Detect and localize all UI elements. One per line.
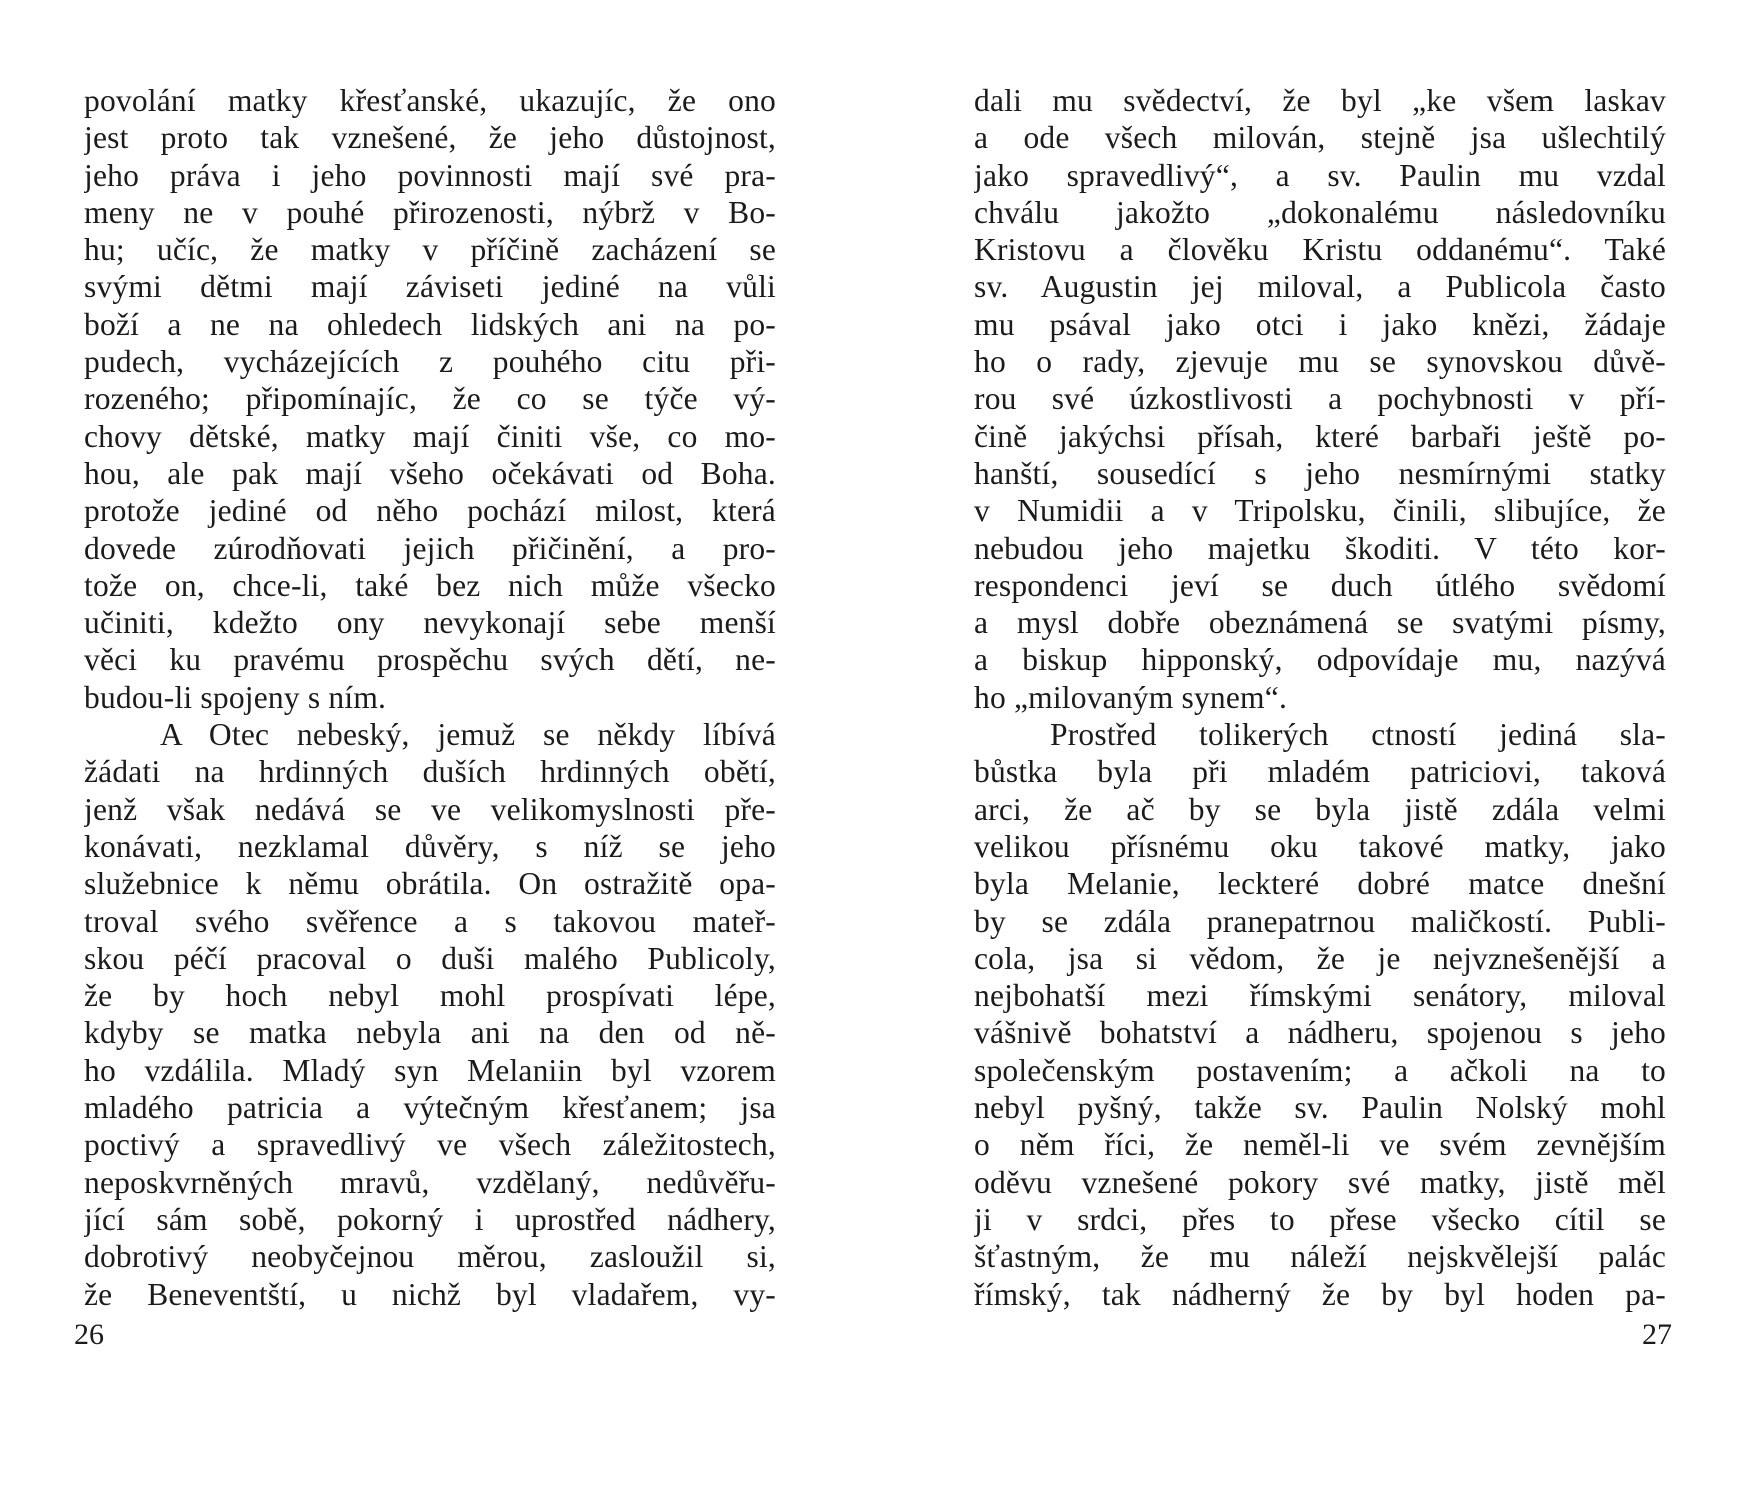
page-number-left: 26 bbox=[74, 1318, 104, 1351]
text-line: dovede zúrodňovati jejich přičinění, a pro- bbox=[84, 530, 776, 566]
text-line: rozeného; připomínajíc, že co se týče vý- bbox=[84, 381, 776, 417]
text-line: jest proto tak vznešené, že jeho důstojnost, bbox=[84, 120, 776, 156]
text-line: ho vzdálila. Mladý syn Melaniin byl vzorem bbox=[84, 1052, 776, 1088]
text-line: učiniti, kdežto ony nevykonají sebe menší bbox=[84, 605, 776, 641]
text-line: nebudou jeho majetku škoditi. V této kor- bbox=[974, 530, 1666, 566]
text-line: že by hoch nebyl mohl prospívati lépe, bbox=[84, 978, 776, 1014]
text-line: Kristovu a člověku Kristu oddanému“. Také bbox=[974, 232, 1666, 268]
text-line: by se zdála pranepatrnou maličkostí. Publi- bbox=[974, 903, 1666, 939]
text-line: boží a ne na ohledech lidských ani na po- bbox=[84, 306, 776, 342]
text-line: jako spravedlivý“, a sv. Paulin mu vzdal bbox=[974, 157, 1666, 193]
right-page bbox=[974, 82, 1666, 1313]
text-line: nejbohatší mezi římskými senátory, miloval bbox=[974, 978, 1666, 1014]
text-line: čině jakýchsi přísah, které barbaři ještě po- bbox=[974, 418, 1666, 454]
text-line: o něm říci, že neměl-li ve svém zevnějším bbox=[974, 1127, 1666, 1163]
text-line: meny ne v pouhé přirozenosti, nýbrž v Bo- bbox=[84, 194, 776, 230]
paragraph-first-line: Prostřed tolikerých ctností jediná sla- bbox=[1050, 717, 1666, 753]
text-line: v Numidii a v Tripolsku, činili, slibujíce, že bbox=[974, 493, 1666, 529]
text-line: mladého patricia a výtečným křesťanem; jsa bbox=[84, 1090, 776, 1126]
text-line: budou-li spojeny s ním. bbox=[84, 679, 387, 715]
text-line: cola, jsa si vědom, že je nejvznešenější a bbox=[974, 940, 1666, 976]
text-line: arci, že ač by se byla jistě zdála velmi bbox=[974, 791, 1666, 827]
text-line: troval svého svěřence a s takovou mateř- bbox=[84, 903, 776, 939]
text-line: jenž však nedává se ve velikomyslnosti pře- bbox=[84, 791, 776, 827]
text-line: poctivý a spravedlivý ve všech záležitostech, bbox=[84, 1127, 776, 1163]
text-line: byla Melanie, leckteré dobré matce dnešní bbox=[974, 866, 1666, 902]
text-line: chovy dětské, matky mají činiti vše, co mo- bbox=[84, 418, 776, 454]
text-line: a biskup hipponský, odpovídaje mu, nazývá bbox=[974, 642, 1666, 678]
text-line: konávati, nezklamal důvěry, s níž se jeho bbox=[84, 828, 776, 864]
paragraph-first-line: A Otec nebeský, jemuž se někdy líbívá bbox=[160, 717, 776, 753]
text-line: dobrotivý neobyčejnou měrou, zasloužil si, bbox=[84, 1239, 776, 1275]
left-page bbox=[84, 82, 776, 1313]
text-line: respondenci jeví se duch útlého svědomí bbox=[974, 567, 1666, 603]
text-line: kdyby se matka nebyla ani na den od ně- bbox=[84, 1015, 776, 1051]
page-number-right: 27 bbox=[1642, 1318, 1672, 1351]
text-line: tože on, chce-li, také bez nich může všecko bbox=[84, 567, 776, 603]
text-line: neposkvrněných mravů, vzdělaný, nedůvěřu- bbox=[84, 1164, 776, 1200]
text-line: dali mu svědectví, že byl „ke všem laskav bbox=[974, 83, 1666, 118]
text-line: svými dětmi mají záviseti jediné na vůli bbox=[84, 269, 776, 305]
text-line: rou své úzkostlivosti a pochybnosti v pří- bbox=[974, 381, 1666, 417]
text-line: pudech, vycházejících z pouhého citu při- bbox=[84, 344, 776, 380]
text-line: sv. Augustin jej miloval, a Publicola často bbox=[974, 269, 1666, 305]
text-line: jící sám sobě, pokorný i uprostřed nádhery, bbox=[84, 1201, 776, 1237]
text-line: ho „milovaným synem“. bbox=[974, 679, 1288, 715]
text-line: oděvu vznešené pokory své matky, jistě měl bbox=[974, 1164, 1666, 1200]
text-line: povolání matky křesťanské, ukazujíc, že ono bbox=[84, 83, 776, 118]
text-line: společenským postavením; a ačkoli na to bbox=[974, 1052, 1666, 1088]
text-line: skou péčí pracoval o duši malého Publicoly, bbox=[84, 940, 776, 976]
text-line: jeho práva i jeho povinnosti mají své pra- bbox=[84, 157, 776, 193]
text-line: a mysl dobře obeznámená se svatými písmy, bbox=[974, 605, 1666, 641]
text-line: žádati na hrdinných duších hrdinných obětí, bbox=[84, 754, 776, 790]
text-line: velikou přísnému oku takové matky, jako bbox=[974, 828, 1666, 864]
text-line: protože jediné od něho pochází milost, která bbox=[84, 493, 776, 529]
text-line: římský, tak nádherný že by byl hoden pa- bbox=[974, 1276, 1666, 1312]
text-line: že Beneventští, u nichž byl vladařem, vy- bbox=[84, 1276, 776, 1312]
text-line: mu psával jako otci i jako knězi, žádaje bbox=[974, 306, 1666, 342]
text-line: hu; učíc, že matky v příčině zacházení se bbox=[84, 232, 776, 268]
text-line: bůstka byla při mladém patriciovi, taková bbox=[974, 754, 1666, 790]
text-line: ho o rady, zjevuje mu se synovskou důvě- bbox=[974, 344, 1666, 380]
text-line: šťastným, že mu náleží nejskvělejší palác bbox=[974, 1239, 1666, 1275]
text-line: hanští, sousedící s jeho nesmírnými statky bbox=[974, 455, 1666, 491]
text-line: služebnice k němu obrátila. On ostražitě opa- bbox=[84, 866, 776, 902]
text-line: a ode všech milován, stejně jsa ušlechtilý bbox=[974, 120, 1666, 156]
text-line: vášnivě bohatství a nádheru, spojenou s jeho bbox=[974, 1015, 1666, 1051]
text-line: ji v srdci, přes to přese všecko cítil se bbox=[974, 1201, 1666, 1237]
text-line: věci ku pravému prospěchu svých dětí, ne- bbox=[84, 642, 776, 678]
text-line: nebyl pyšný, takže sv. Paulin Nolský mohl bbox=[974, 1090, 1666, 1126]
text-line: chválu jakožto „dokonalému následovníku bbox=[974, 194, 1666, 230]
text-line: hou, ale pak mají všeho očekávati od Boha. bbox=[84, 455, 776, 491]
